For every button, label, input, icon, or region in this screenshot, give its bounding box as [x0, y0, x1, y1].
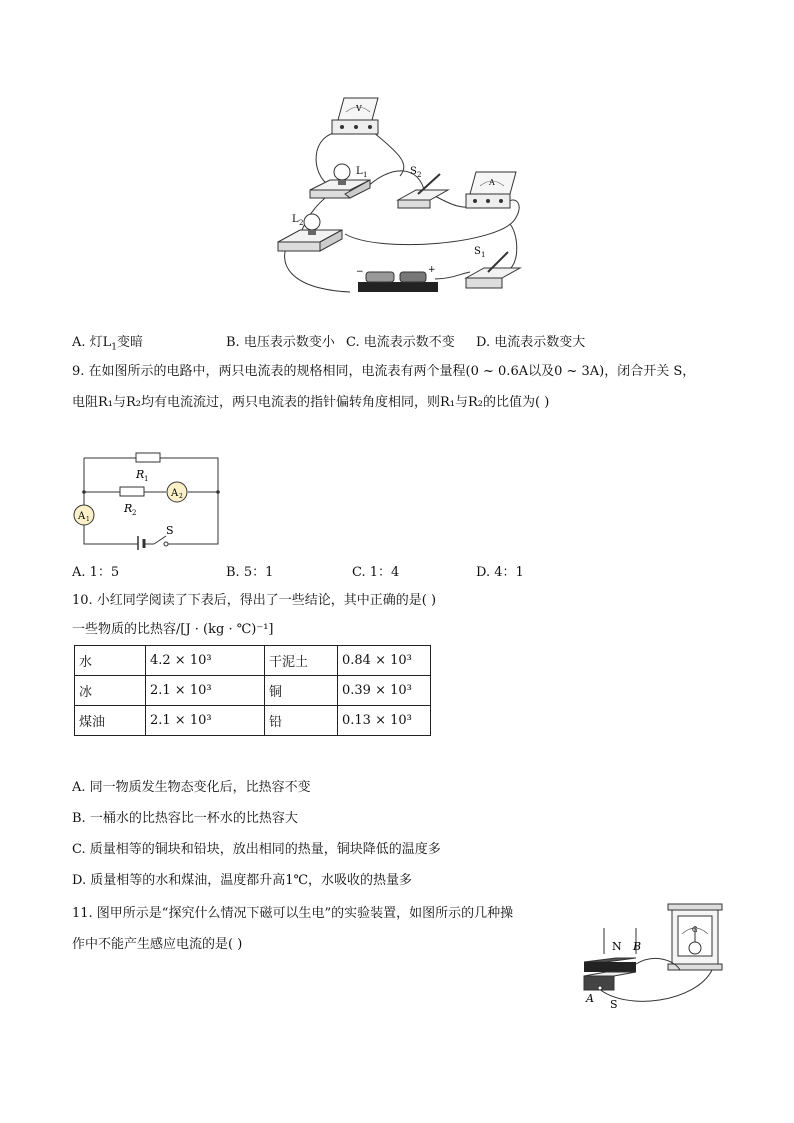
table-row: 水 4.2 × 10³ 干泥土 0.84 × 10³	[75, 646, 431, 676]
galvanometer	[668, 904, 722, 970]
q8-option-c[interactable]: C. 电流表示数不变	[346, 335, 455, 350]
q9-option-b[interactable]: B. 5：1	[226, 565, 274, 580]
induction-figure-q11	[576, 902, 726, 1012]
voltmeter-label: V	[356, 104, 362, 113]
svg-text:1: 1	[86, 516, 90, 523]
q10-option-d[interactable]: D. 质量相等的水和煤油，温度都升高1℃，水吸收的热量多	[72, 873, 413, 888]
galvanometer-label: G	[692, 926, 698, 934]
svg-text:S: S	[474, 246, 481, 257]
svg-text:1: 1	[363, 171, 368, 179]
svg-text:1: 1	[144, 475, 149, 483]
u-magnet	[584, 928, 641, 1011]
q10-option-b[interactable]: B. 一桶水的比热容比一杯水的比热容大	[72, 811, 298, 826]
svg-text:L: L	[356, 166, 363, 177]
table-caption: 一些物质的比热容/[J · (kg · ℃)⁻¹]	[72, 622, 274, 637]
svg-text:−: −	[356, 267, 364, 277]
q11-stem-line2: 作中不能产生感应电流的是( )	[72, 937, 243, 952]
south-pole-label: S	[610, 998, 618, 1011]
A1-label: A	[78, 511, 86, 522]
q9-option-a[interactable]: A. 1：5	[72, 565, 120, 580]
svg-text:+: +	[428, 265, 436, 275]
q9-option-c[interactable]: C. 1：4	[352, 565, 400, 580]
S-label: S	[166, 524, 174, 537]
R2-label: R	[124, 502, 133, 515]
circuit-figure-q8	[270, 94, 530, 304]
R1-label: R	[136, 468, 145, 481]
q8-option-b[interactable]: B. 电压表示数变小	[226, 335, 335, 350]
north-pole-label: N	[612, 940, 622, 953]
lamp-L2	[278, 214, 342, 251]
svg-text:2: 2	[179, 493, 183, 500]
q10-option-a[interactable]: A. 同一物质发生物态变化后，比热容不变	[72, 780, 311, 795]
q10-option-c[interactable]: C. 质量相等的铜块和铅块，放出相同的热量，铜块降低的温度多	[72, 842, 441, 857]
ammeter	[466, 172, 516, 208]
specific-heat-table	[74, 645, 431, 736]
voltmeter	[332, 98, 378, 134]
table-row: 煤油 2.1 × 10³ 铅 0.13 × 10³	[75, 706, 431, 736]
svg-text:2: 2	[417, 171, 422, 179]
A-label: A	[586, 992, 594, 1005]
table-row: 冰 2.1 × 10³ 铜 0.39 × 10³	[75, 676, 431, 706]
B-label: B	[633, 940, 642, 953]
svg-text:L: L	[292, 214, 299, 225]
svg-text:S: S	[410, 166, 417, 177]
q8-option-a[interactable]: A. 灯$L_1$变暗	[72, 335, 144, 353]
A2-label: A	[171, 488, 179, 499]
q9-option-d[interactable]: D. 4：1	[476, 565, 524, 580]
svg-text:1: 1	[481, 251, 486, 259]
q11-stem-line1: 11. 图甲所示是“探究什么情况下磁可以生电”的实验装置，如图所示的几种操	[72, 906, 514, 921]
svg-text:2: 2	[132, 509, 137, 517]
battery	[356, 265, 438, 292]
q9-stem-line2: 电阻R₁与R₂均有电流流过，两只电流表的指针偏转角度相同，则R₁与R₂的比值为( )	[72, 395, 550, 410]
q9-stem-line1: 9. 在如图所示的电路中，两只电流表的规格相同，电流表有两个量程(0 ~ 0.6A以及0 ~ 3A)，闭合开关 S，	[72, 364, 696, 379]
svg-text:A: A	[489, 178, 495, 187]
svg-text:2: 2	[299, 219, 304, 227]
circuit-figure-q9	[70, 450, 230, 550]
q10-stem: 10. 小红同学阅读了下表后，得出了一些结论，其中正确的是( )	[72, 593, 437, 608]
lamp-L1	[310, 164, 370, 198]
q8-option-d[interactable]: D. 电流表示数变大	[476, 335, 586, 350]
